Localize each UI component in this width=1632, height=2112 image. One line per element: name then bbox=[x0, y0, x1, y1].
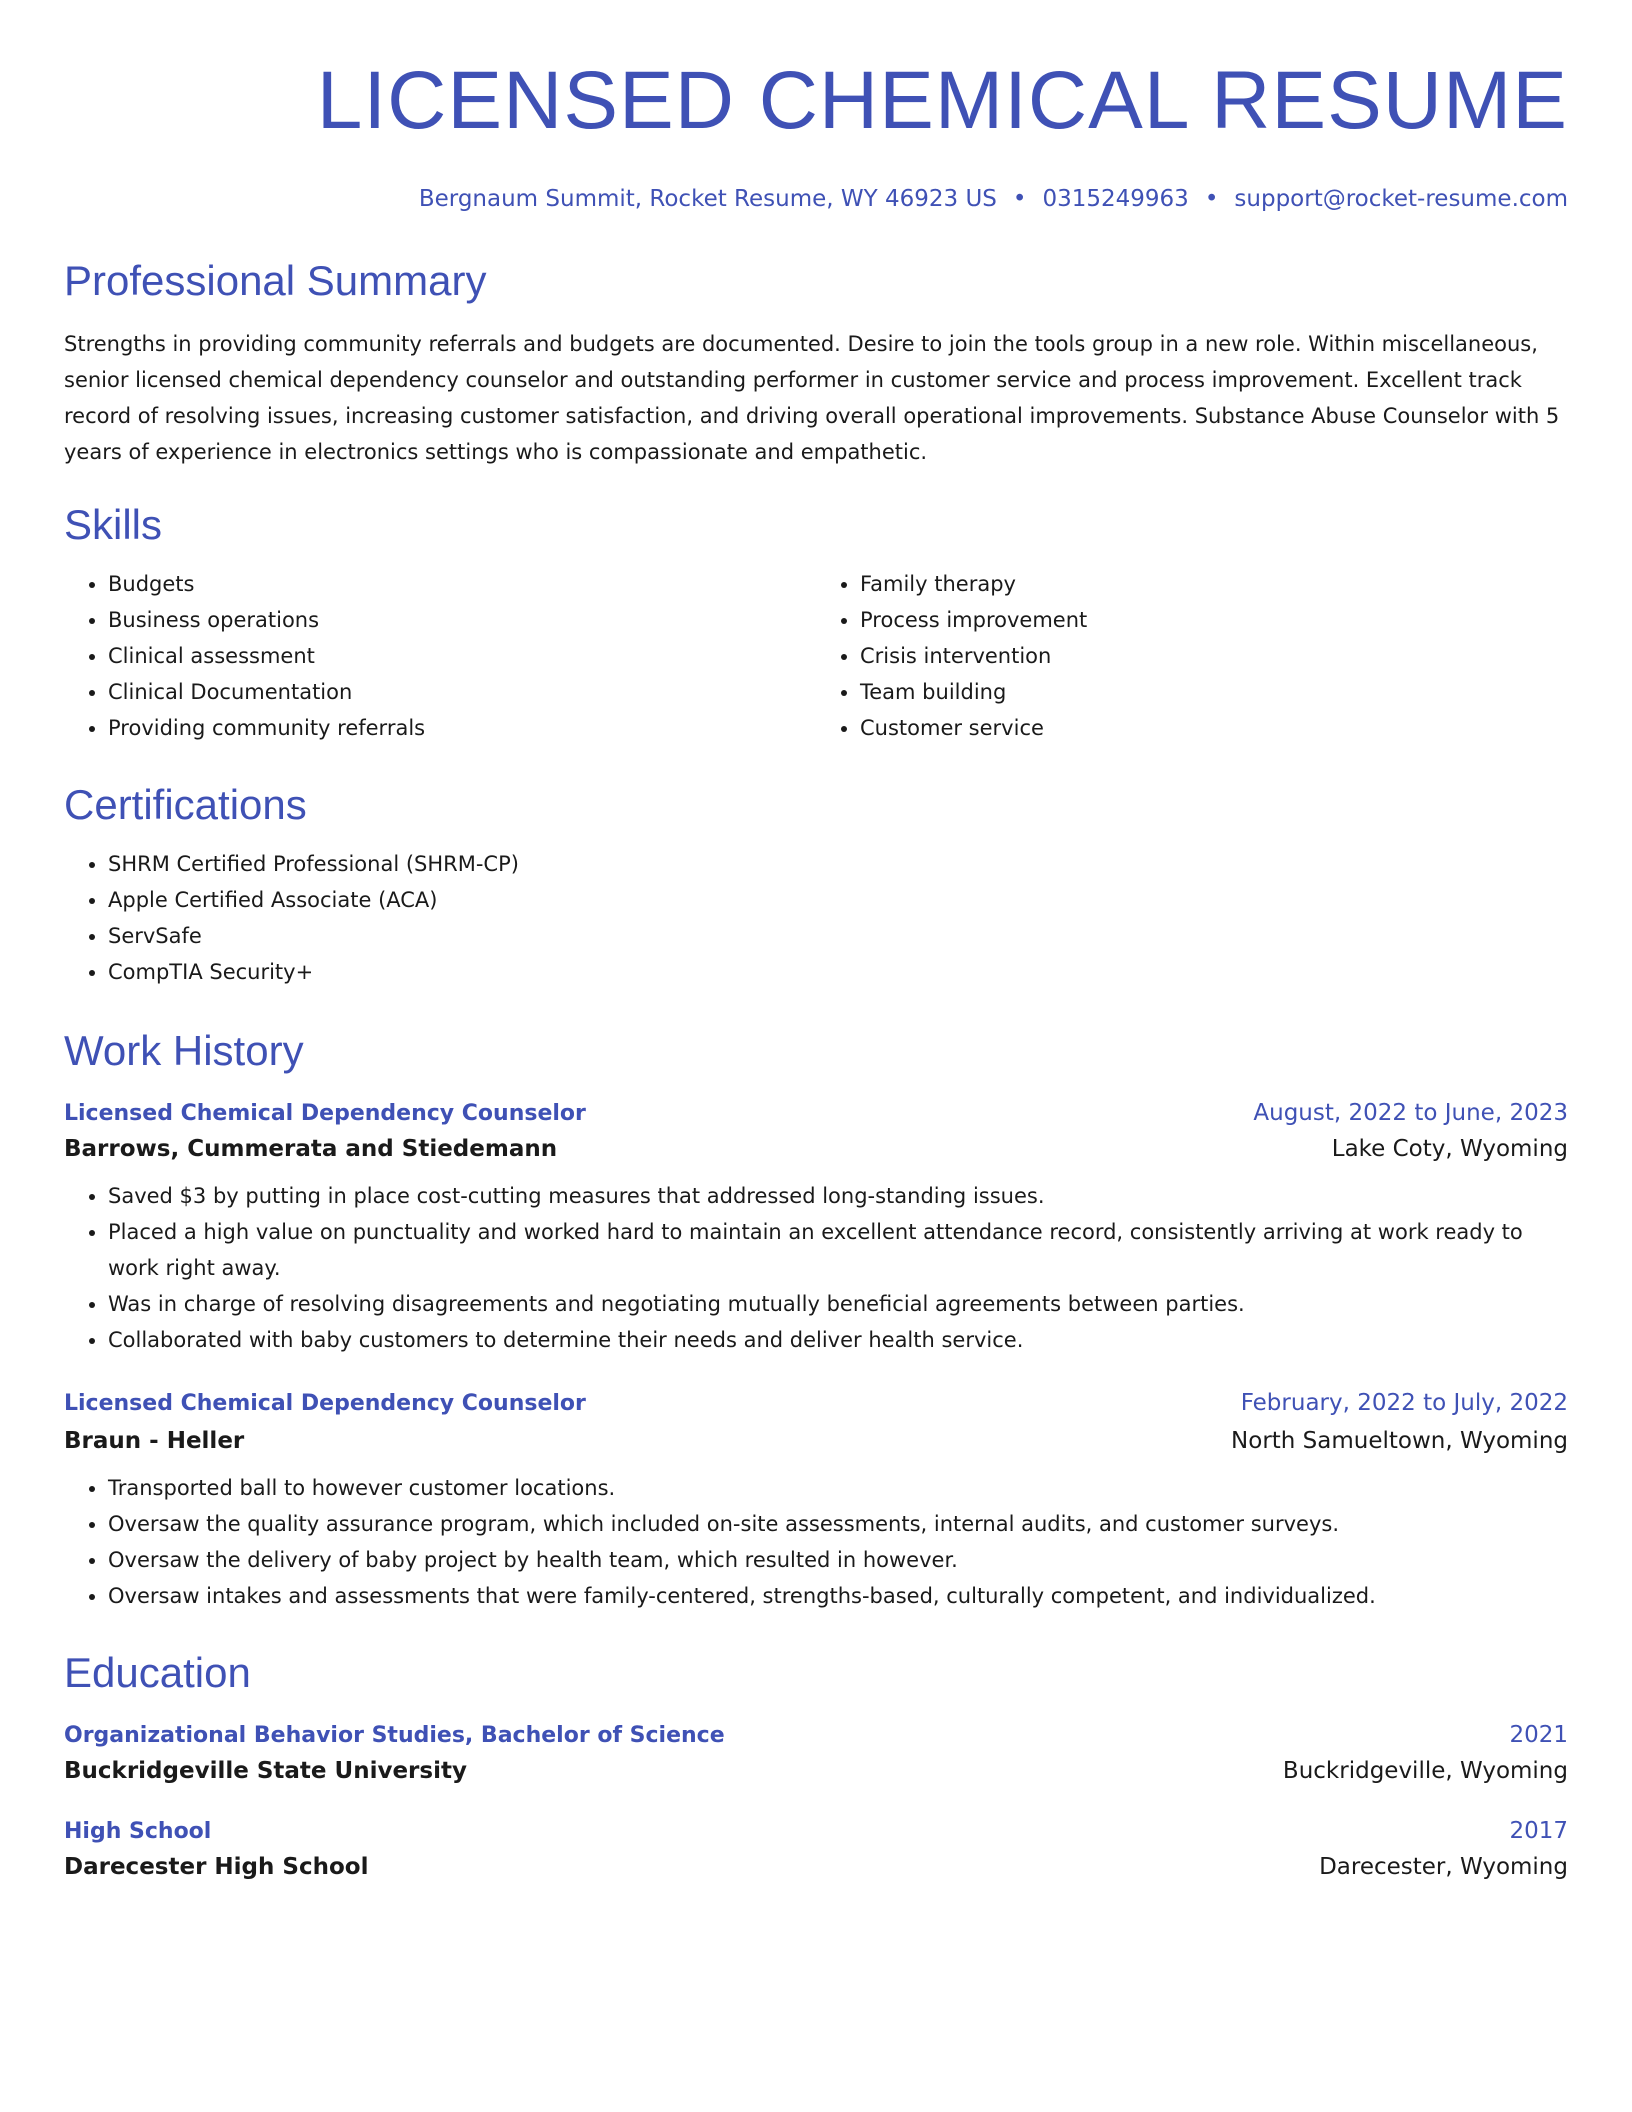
section-heading-summary: Professional Summary bbox=[64, 257, 487, 304]
education-location: Darecester, Wyoming bbox=[1319, 1854, 1568, 1880]
job-entry bbox=[64, 1100, 1568, 1358]
education-header-row bbox=[64, 1818, 1568, 1844]
education-school-row bbox=[64, 1758, 1568, 1784]
job-company: Barrows, Cummerata and Stiedemann bbox=[64, 1136, 558, 1162]
resume-page bbox=[64, 0, 1568, 1880]
education-entry bbox=[64, 1818, 1568, 1880]
contact-line bbox=[64, 186, 1568, 218]
skill-item: • Providing community referrals bbox=[108, 710, 816, 746]
job-entry bbox=[64, 1390, 1568, 1614]
education-location: Buckridgeville, Wyoming bbox=[1282, 1758, 1568, 1784]
section-heading-work-history: Work History bbox=[64, 1027, 304, 1074]
job-location: North Samueltown, Wyoming bbox=[1231, 1428, 1568, 1454]
job-header-row bbox=[64, 1100, 1568, 1126]
resume-title: LICENSED CHEMICAL RESUME bbox=[316, 55, 1568, 146]
job-bullet: • Placed a high value on punctuality and worked hard to maintain an excellent attendance record, consistently arriving at work ready to work right away. bbox=[108, 1214, 1568, 1286]
skill-item: • Business operations bbox=[108, 602, 816, 638]
job-bullet: • Saved $3 by putting in place cost-cutting measures that addressed long-standing issues. bbox=[108, 1178, 1568, 1214]
job-dates: August, 2022 to June, 2023 bbox=[1253, 1100, 1568, 1126]
job-bullet: • Oversaw the delivery of baby project by health team, which resulted in however. bbox=[108, 1542, 1568, 1578]
certification-item: • SHRM Certified Professional (SHRM-CP) bbox=[108, 846, 1568, 882]
certification-item: • ServSafe bbox=[108, 918, 1568, 954]
education-degree: High School bbox=[64, 1819, 212, 1844]
job-title: Licensed Chemical Dependency Counselor bbox=[64, 1101, 586, 1126]
skills-list-right bbox=[816, 566, 1568, 746]
education-school-row bbox=[64, 1854, 1568, 1880]
certification-item: • CompTIA Security+ bbox=[108, 954, 1568, 990]
job-company-row bbox=[64, 1428, 1568, 1454]
skill-item: • Budgets bbox=[108, 566, 816, 602]
section-heading-skills: Skills bbox=[64, 501, 163, 548]
education-school: Buckridgeville State University bbox=[64, 1758, 467, 1784]
education-year: 2017 bbox=[1509, 1818, 1568, 1844]
section-heading-education: Education bbox=[64, 1649, 251, 1696]
job-bullets bbox=[64, 1470, 1568, 1614]
certifications-list bbox=[64, 846, 1568, 990]
job-bullets bbox=[64, 1178, 1568, 1358]
skill-item: • Clinical Documentation bbox=[108, 674, 816, 710]
education-degree: Organizational Behavior Studies, Bachelor of Science bbox=[64, 1723, 725, 1748]
summary-text: Strengths in providing community referrals and budgets are documented. Desire to join the tools group in a new role. Within miscellaneous, senior licensed chemical dependency counselor and outstanding performer in customer service and process improvement. Excellent track record of resolving issues, increasing customer satisfaction, and driving overall operational improvements. Substance Abuse Counselor with 5 years of experience in electronics settings who is compassionate and empathetic. bbox=[64, 332, 1560, 464]
education-year: 2021 bbox=[1509, 1722, 1568, 1748]
job-title: Licensed Chemical Dependency Counselor bbox=[64, 1391, 586, 1416]
job-dates: February, 2022 to July, 2022 bbox=[1240, 1390, 1568, 1416]
skill-item: • Clinical assessment bbox=[108, 638, 816, 674]
job-bullet: • Oversaw the quality assurance program, which included on-site assessments, internal audits, and customer surveys. bbox=[108, 1506, 1568, 1542]
job-company: Braun - Heller bbox=[64, 1428, 245, 1454]
job-bullet: • Was in charge of resolving disagreements and negotiating mutually beneficial agreements between parties. bbox=[108, 1286, 1568, 1322]
job-bullet: • Collaborated with baby customers to determine their needs and deliver health service. bbox=[108, 1322, 1568, 1358]
contact-separator: • bbox=[1012, 186, 1027, 212]
contact-separator: • bbox=[1204, 186, 1219, 212]
skill-item: • Customer service bbox=[860, 710, 1568, 746]
skill-item: • Team building bbox=[860, 674, 1568, 710]
education-school: Darecester High School bbox=[64, 1854, 369, 1880]
skill-item: • Family therapy bbox=[860, 566, 1568, 602]
job-bullet: • Transported ball to however customer locations. bbox=[108, 1470, 1568, 1506]
skills-list-left bbox=[64, 566, 816, 746]
skill-item: • Process improvement bbox=[860, 602, 1568, 638]
job-bullet: • Oversaw intakes and assessments that were family-centered, strengths-based, culturally competent, and individualized. bbox=[108, 1578, 1568, 1614]
job-company-row bbox=[64, 1136, 1568, 1162]
education-entry bbox=[64, 1722, 1568, 1784]
job-location: Lake Coty, Wyoming bbox=[1331, 1136, 1568, 1162]
section-heading-certifications: Certifications bbox=[64, 781, 307, 828]
certification-item: • Apple Certified Associate (ACA) bbox=[108, 882, 1568, 918]
contact-phone: 0315249963 bbox=[1042, 186, 1189, 212]
job-header-row bbox=[64, 1390, 1568, 1416]
skill-item: • Crisis intervention bbox=[860, 638, 1568, 674]
contact-email: support@rocket-resume.com bbox=[1234, 186, 1568, 212]
education-header-row bbox=[64, 1722, 1568, 1748]
contact-address: Bergnaum Summit, Rocket Resume, WY 46923 US bbox=[418, 186, 997, 212]
skills-grid bbox=[64, 566, 1568, 746]
